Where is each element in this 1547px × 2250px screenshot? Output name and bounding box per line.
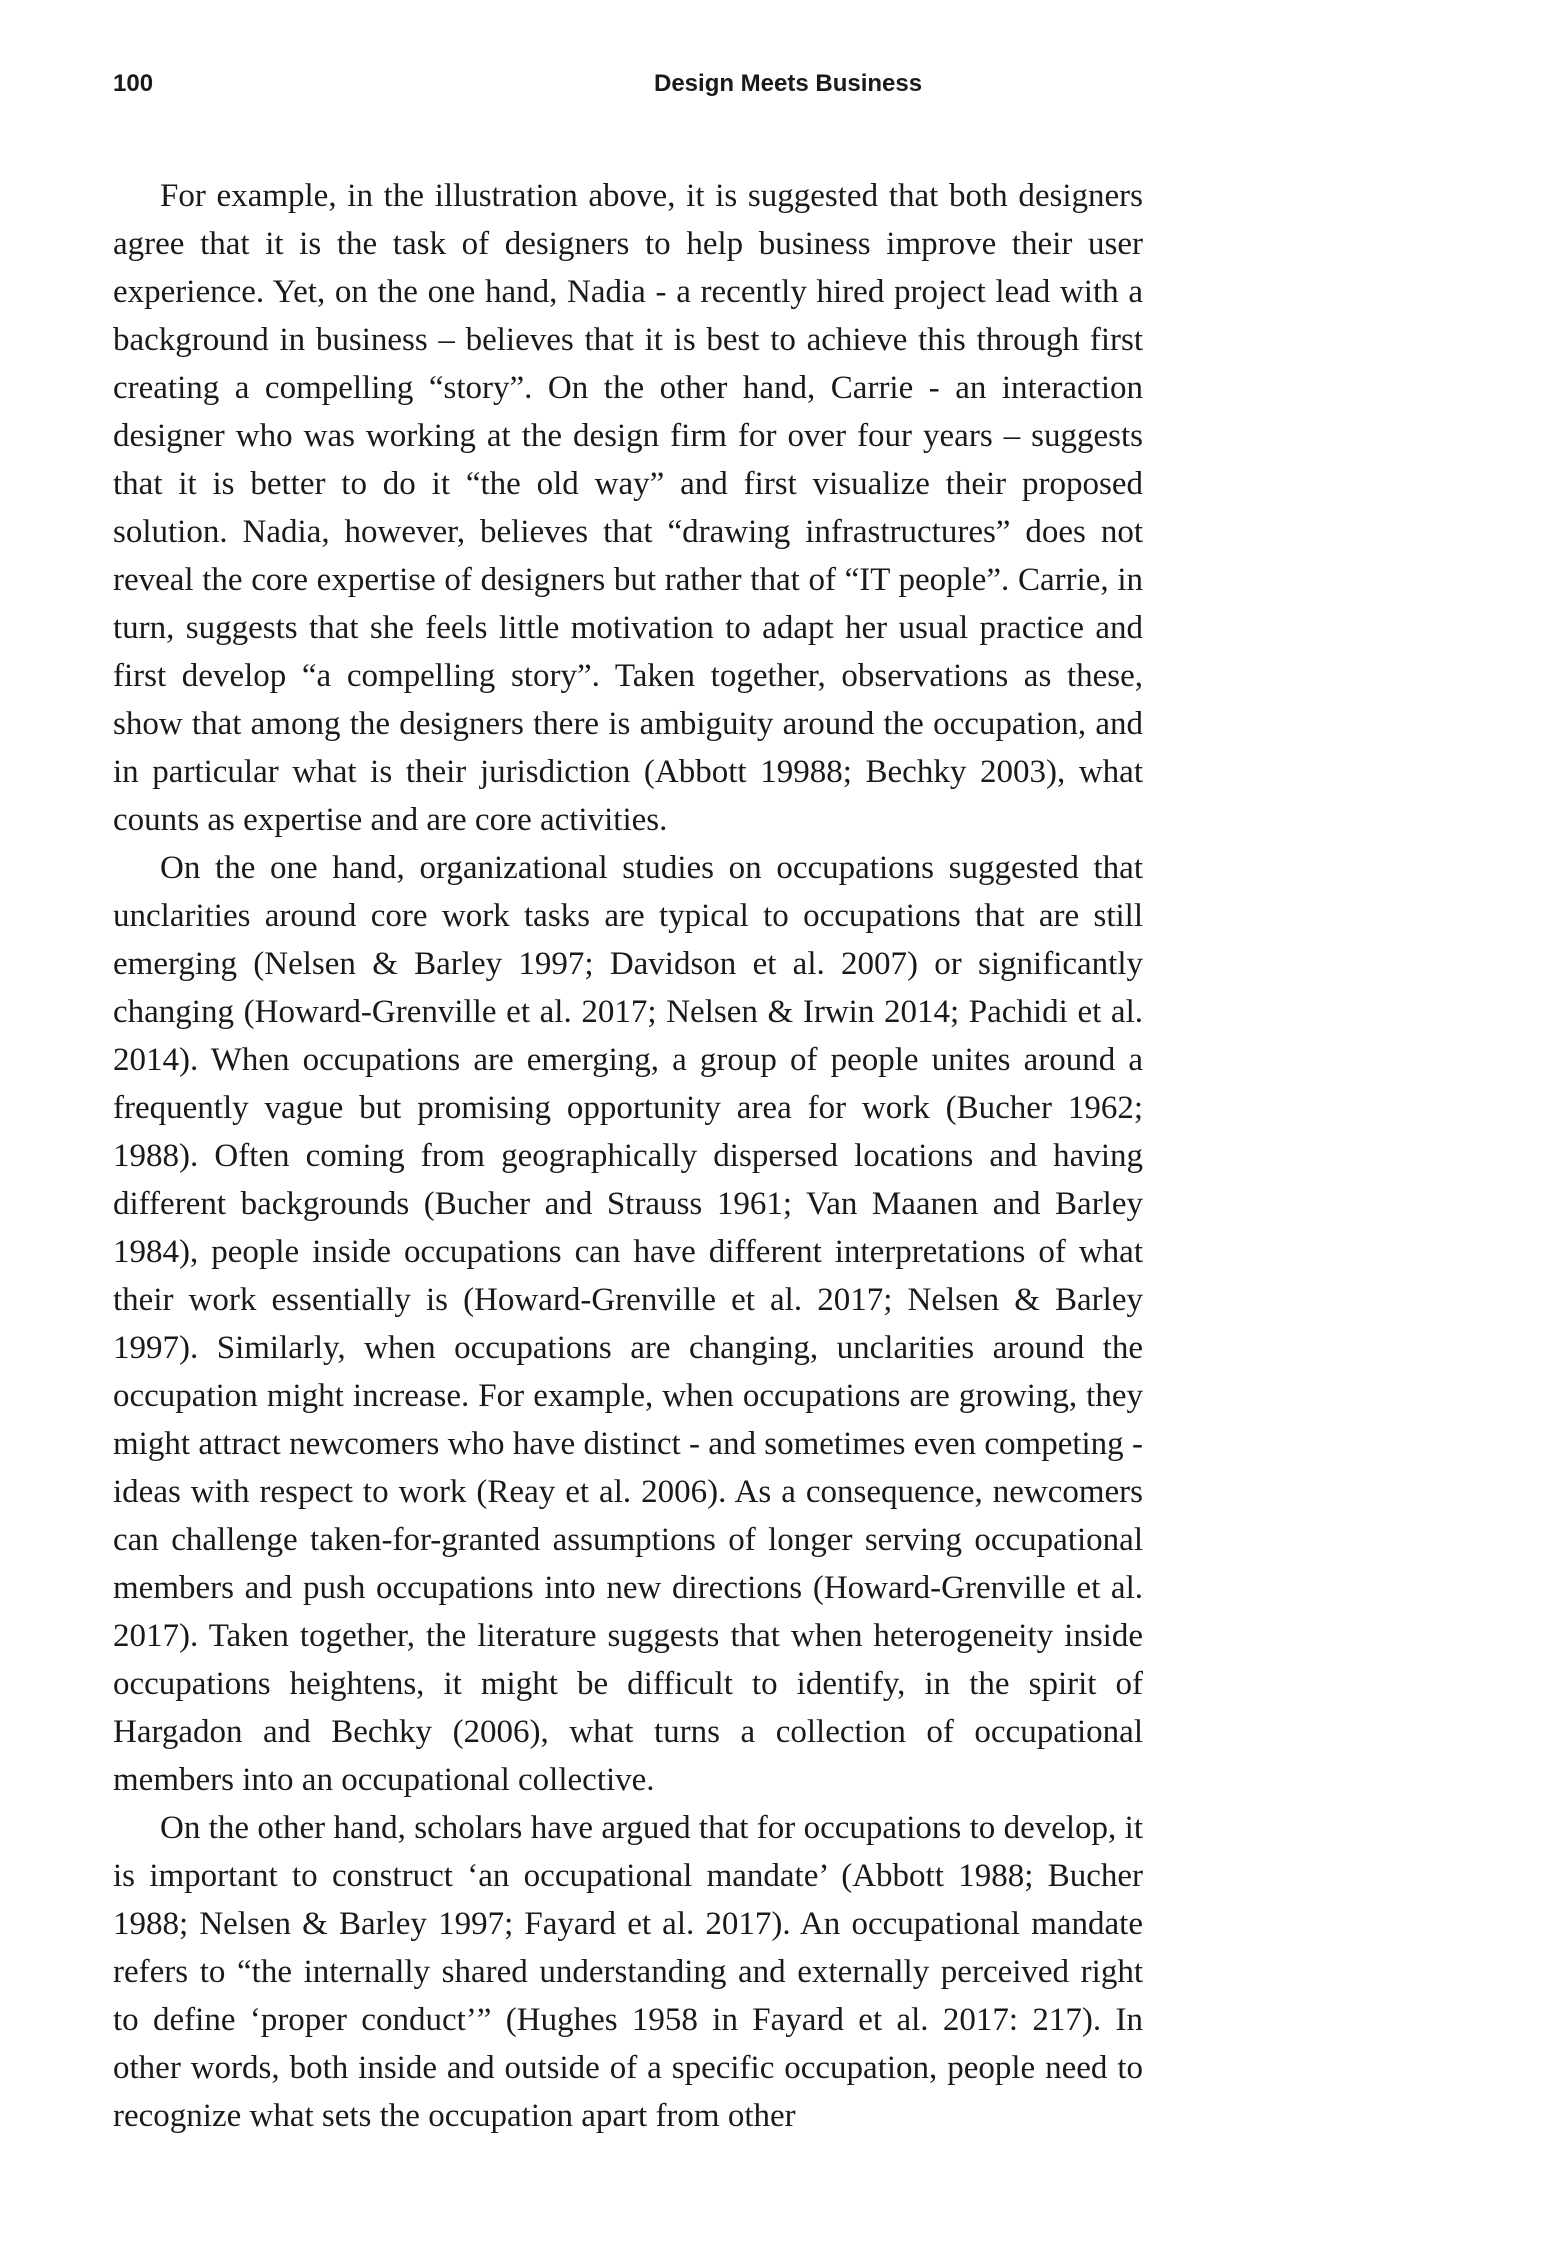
body-text [113,172,1143,2140]
paragraph-1: For example, in the illustration above, it is suggested that both designers agree that it is the task of designers to help business improve their user experience. Yet, on the one hand, Nadia - a recently hired project lead with a background in business – believes that it is best to achieve this through first creating a compelling “story”. On the other hand, Carrie - an interaction designer who was working at the design firm for over four years – suggests that it is better to do it “the old way” and first visualize their proposed solution. Nadia, however, believes that “drawing infrastructures” does not reveal the core expertise of designers but rather that of “IT people”. Carrie, in turn, suggests that she feels little motivation to adapt her usual practice and first develop “a compelling story”. Taken together, observations as these, show that among the designers there is ambiguity around the occupation, and in particular what is their jurisdiction (Abbott 19988; Bechky 2003), what counts as expertise and are core activities. [113,178,1143,838]
paragraph-2: On the one hand, organizational studies on occupations suggested that unclarities around core work tasks are typical to occupations that are still emerging (Nelsen & Barley 1997; Davidson et al. 2007) or significantly changing (Howard-Grenville et al. 2017; Nelsen & Irwin 2014; Pachidi et al. 2014). When occupations are emerging, a group of people unites around a frequently vague but promising opportunity area for work (Bucher 1962; 1988). Often coming from geographically dispersed locations and having different backgrounds (Bucher and Strauss 1961; Van Maanen and Barley 1984), people inside occupations can have different interpretations of what their work essentially is (Howard-Grenville et al. 2017; Nelsen & Barley 1997). Similarly, when occupations are changing, unclarities around the occupation might increase. For example, when occupations are growing, they might attract newcomers who have distinct - and sometimes even competing - ideas with respect to work (Reay et al. 2006). As a consequence, newcomers can challenge taken-for-granted assumptions of longer serving occupational members and push occupations into new directions (Howard-Grenville et al. 2017). Taken together, the literature suggests that when heterogeneity inside occupations heightens, it might be difficult to identify, in the spirit of Hargadon and Bechky (2006), what turns a collection of occupational members into an occupational collective. [113,850,1143,1798]
book-title: Design Meets Business [654,70,923,97]
paragraph-3: On the other hand, scholars have argued that for occupations to develop, it is important to construct ‘an occupational mandate’ (Abbott 1988; Bucher 1988; Nelsen & Barley 1997; Fayard et al. 2017). An occupational mandate refers to “the internally shared understanding and externally perceived right to define ‘proper conduct’” (Hughes 1958 in Fayard et al. 2017: 217). In other words, both inside and outside of a specific occupation, people need to recognize what sets the occupation apart from other [113,1810,1143,2134]
page-number: 100 [113,70,154,97]
running-head [113,70,1143,100]
